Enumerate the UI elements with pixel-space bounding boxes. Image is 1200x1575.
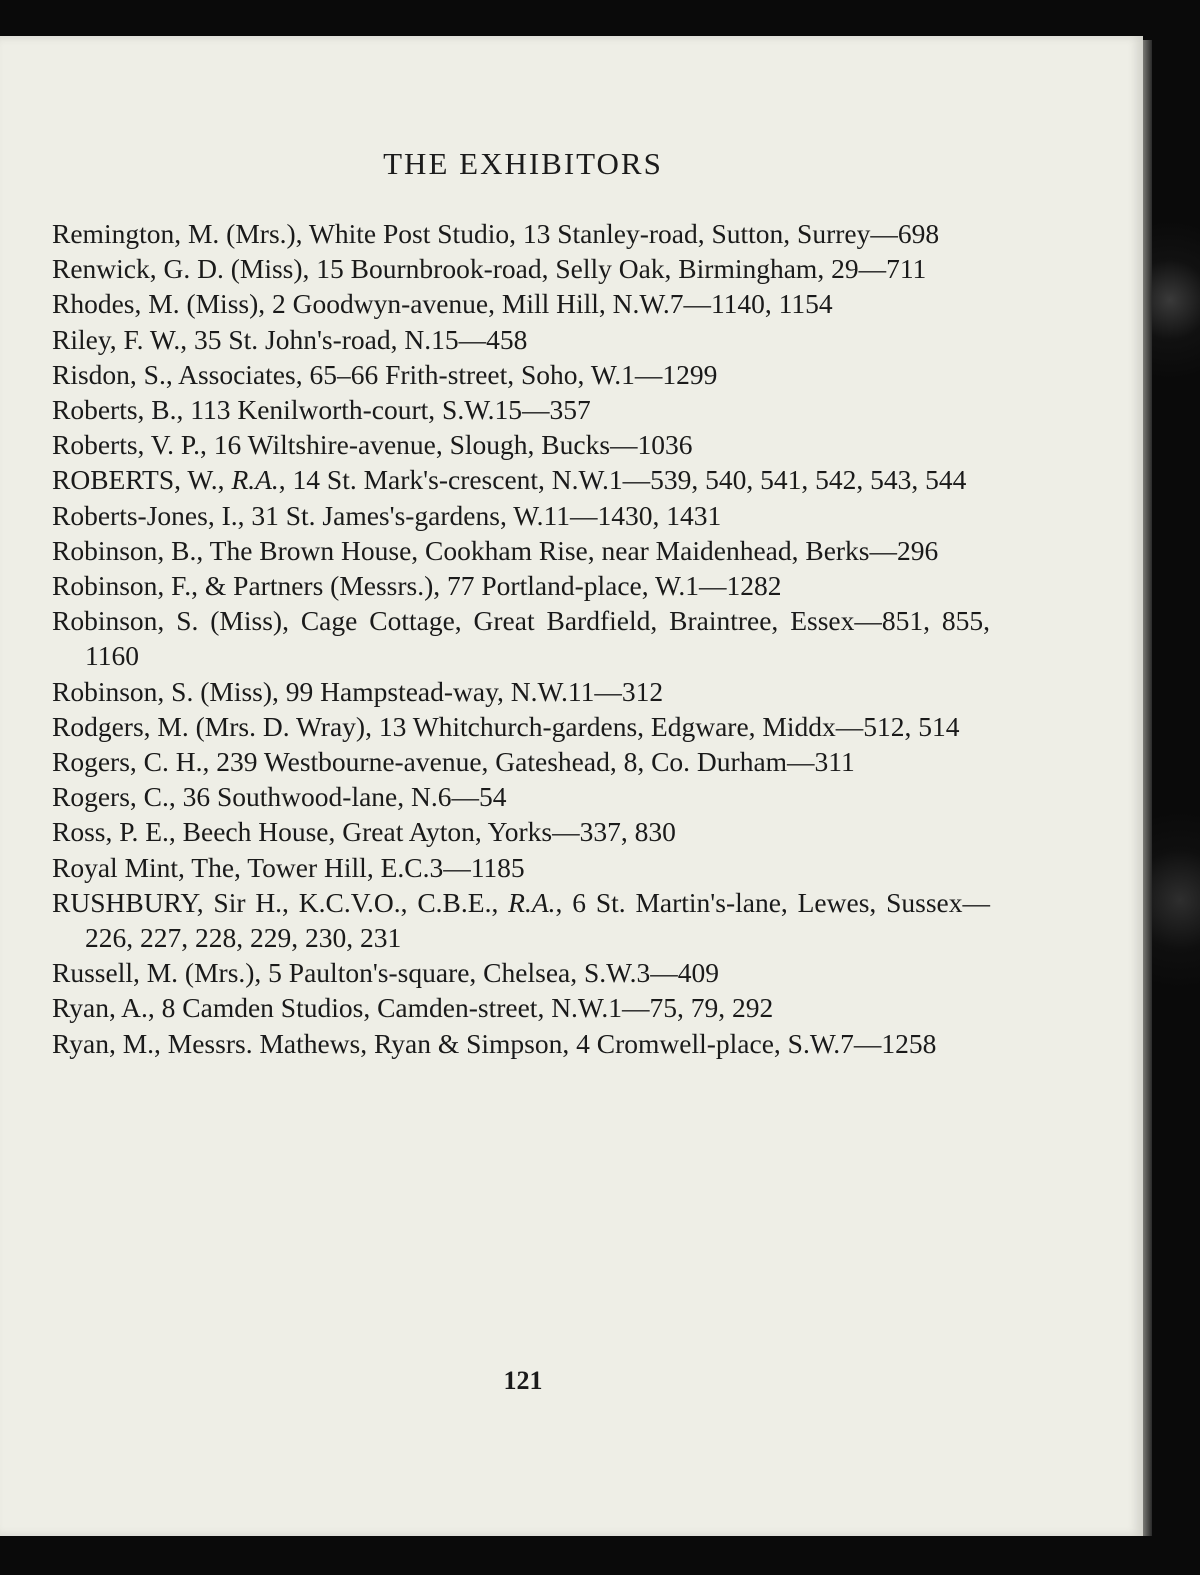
exhibitor-entry: Royal Mint, The, Tower Hill, E.C.3—1185	[52, 851, 525, 883]
exhibitor-entry: Risdon, S., Associates, 65–66 Frith-street, Soho, W.1—1299	[52, 358, 718, 390]
exhibitor-entry: Robinson, S. (Miss), 99 Hampstead-way, N.W.11—312	[52, 675, 664, 707]
exhibitor-entry: Robinson, B., The Brown House, Cookham Rise, near Maidenhead, Berks—296	[52, 534, 939, 566]
exhibitor-entry: Ross, P. E., Beech House, Great Ayton, Yorks—337, 830	[52, 816, 676, 848]
exhibitor-entry: Remington, M. (Mrs.), White Post Studio, 13 Stanley-road, Sutton, Surrey—698	[52, 218, 940, 249]
exhibitor-entry: Roberts, B., 113 Kenilworth-court, S.W.15—357	[52, 394, 591, 426]
exhibitor-entry: Robinson, F., & Partners (Messrs.), 77 Portland-place, W.1—1282	[52, 570, 782, 602]
exhibitor-entry: Renwick, G. D. (Miss), 15 Bournbrook-road, Selly Oak, Birmingham, 29—711	[52, 253, 927, 285]
exhibitor-entry: Russell, M. (Mrs.), 5 Paulton's-square, Chelsea, S.W.3—409	[52, 957, 719, 989]
exhibitor-details: , 6 St. Martin's-lane, Lewes, Sussex—226, 227, 228, 229, 230, 231	[85, 886, 991, 954]
exhibitor-name: ROBERTS, W.,	[52, 464, 232, 496]
exhibitor-entry	[52, 462, 990, 497]
exhibitor-entry: Ryan, A., 8 Camden Studios, Camden-street, N.W.1—75, 79, 292	[52, 992, 774, 1024]
exhibitor-entry: Rhodes, M. (Miss), 2 Goodwyn-avenue, Mill Hill, N.W.7—1140, 1154	[52, 288, 833, 320]
exhibitor-entry: Riley, F. W., 35 St. John's-road, N.15—458	[52, 323, 528, 355]
exhibitor-entry: Roberts-Jones, I., 31 St. James's-gardens, W.11—1430, 1431	[52, 499, 722, 531]
exhibitor-entry	[52, 885, 990, 955]
exhibitor-entry: Ryan, M., Messrs. Mathews, Ryan & Simpson, 4 Cromwell-place, S.W.7—1258	[52, 1027, 937, 1059]
academician-title: R.A.	[508, 886, 556, 918]
page-number: 121	[503, 1366, 543, 1395]
exhibitor-entry: Rogers, C. H., 239 Westbourne-avenue, Gateshead, 8, Co. Durham—311	[52, 746, 855, 778]
exhibitor-list	[52, 216, 990, 1061]
exhibitor-details: , 14 St. Mark's-crescent, N.W.1—539, 540, 541, 542, 543, 544	[278, 464, 967, 496]
academician-title: R.A.	[231, 464, 279, 496]
exhibitor-entry: Rogers, C., 36 Southwood-lane, N.6—54	[52, 781, 507, 813]
exhibitor-entry: Rodgers, M. (Mrs. D. Wray), 13 Whitchurch-gardens, Edgware, Middx—512, 514	[52, 710, 960, 742]
exhibitor-entry: Robinson, S. (Miss), Cage Cottage, Great Bardfield, Braintree, Essex—851, 855, 1160	[52, 605, 990, 672]
exhibitor-name: RUSHBURY, Sir H., K.C.V.O., C.B.E.,	[52, 886, 509, 918]
page-title: THE EXHIBITORS	[383, 146, 663, 181]
exhibitor-entry: Roberts, V. P., 16 Wiltshire-avenue, Slough, Bucks—1036	[52, 429, 693, 461]
